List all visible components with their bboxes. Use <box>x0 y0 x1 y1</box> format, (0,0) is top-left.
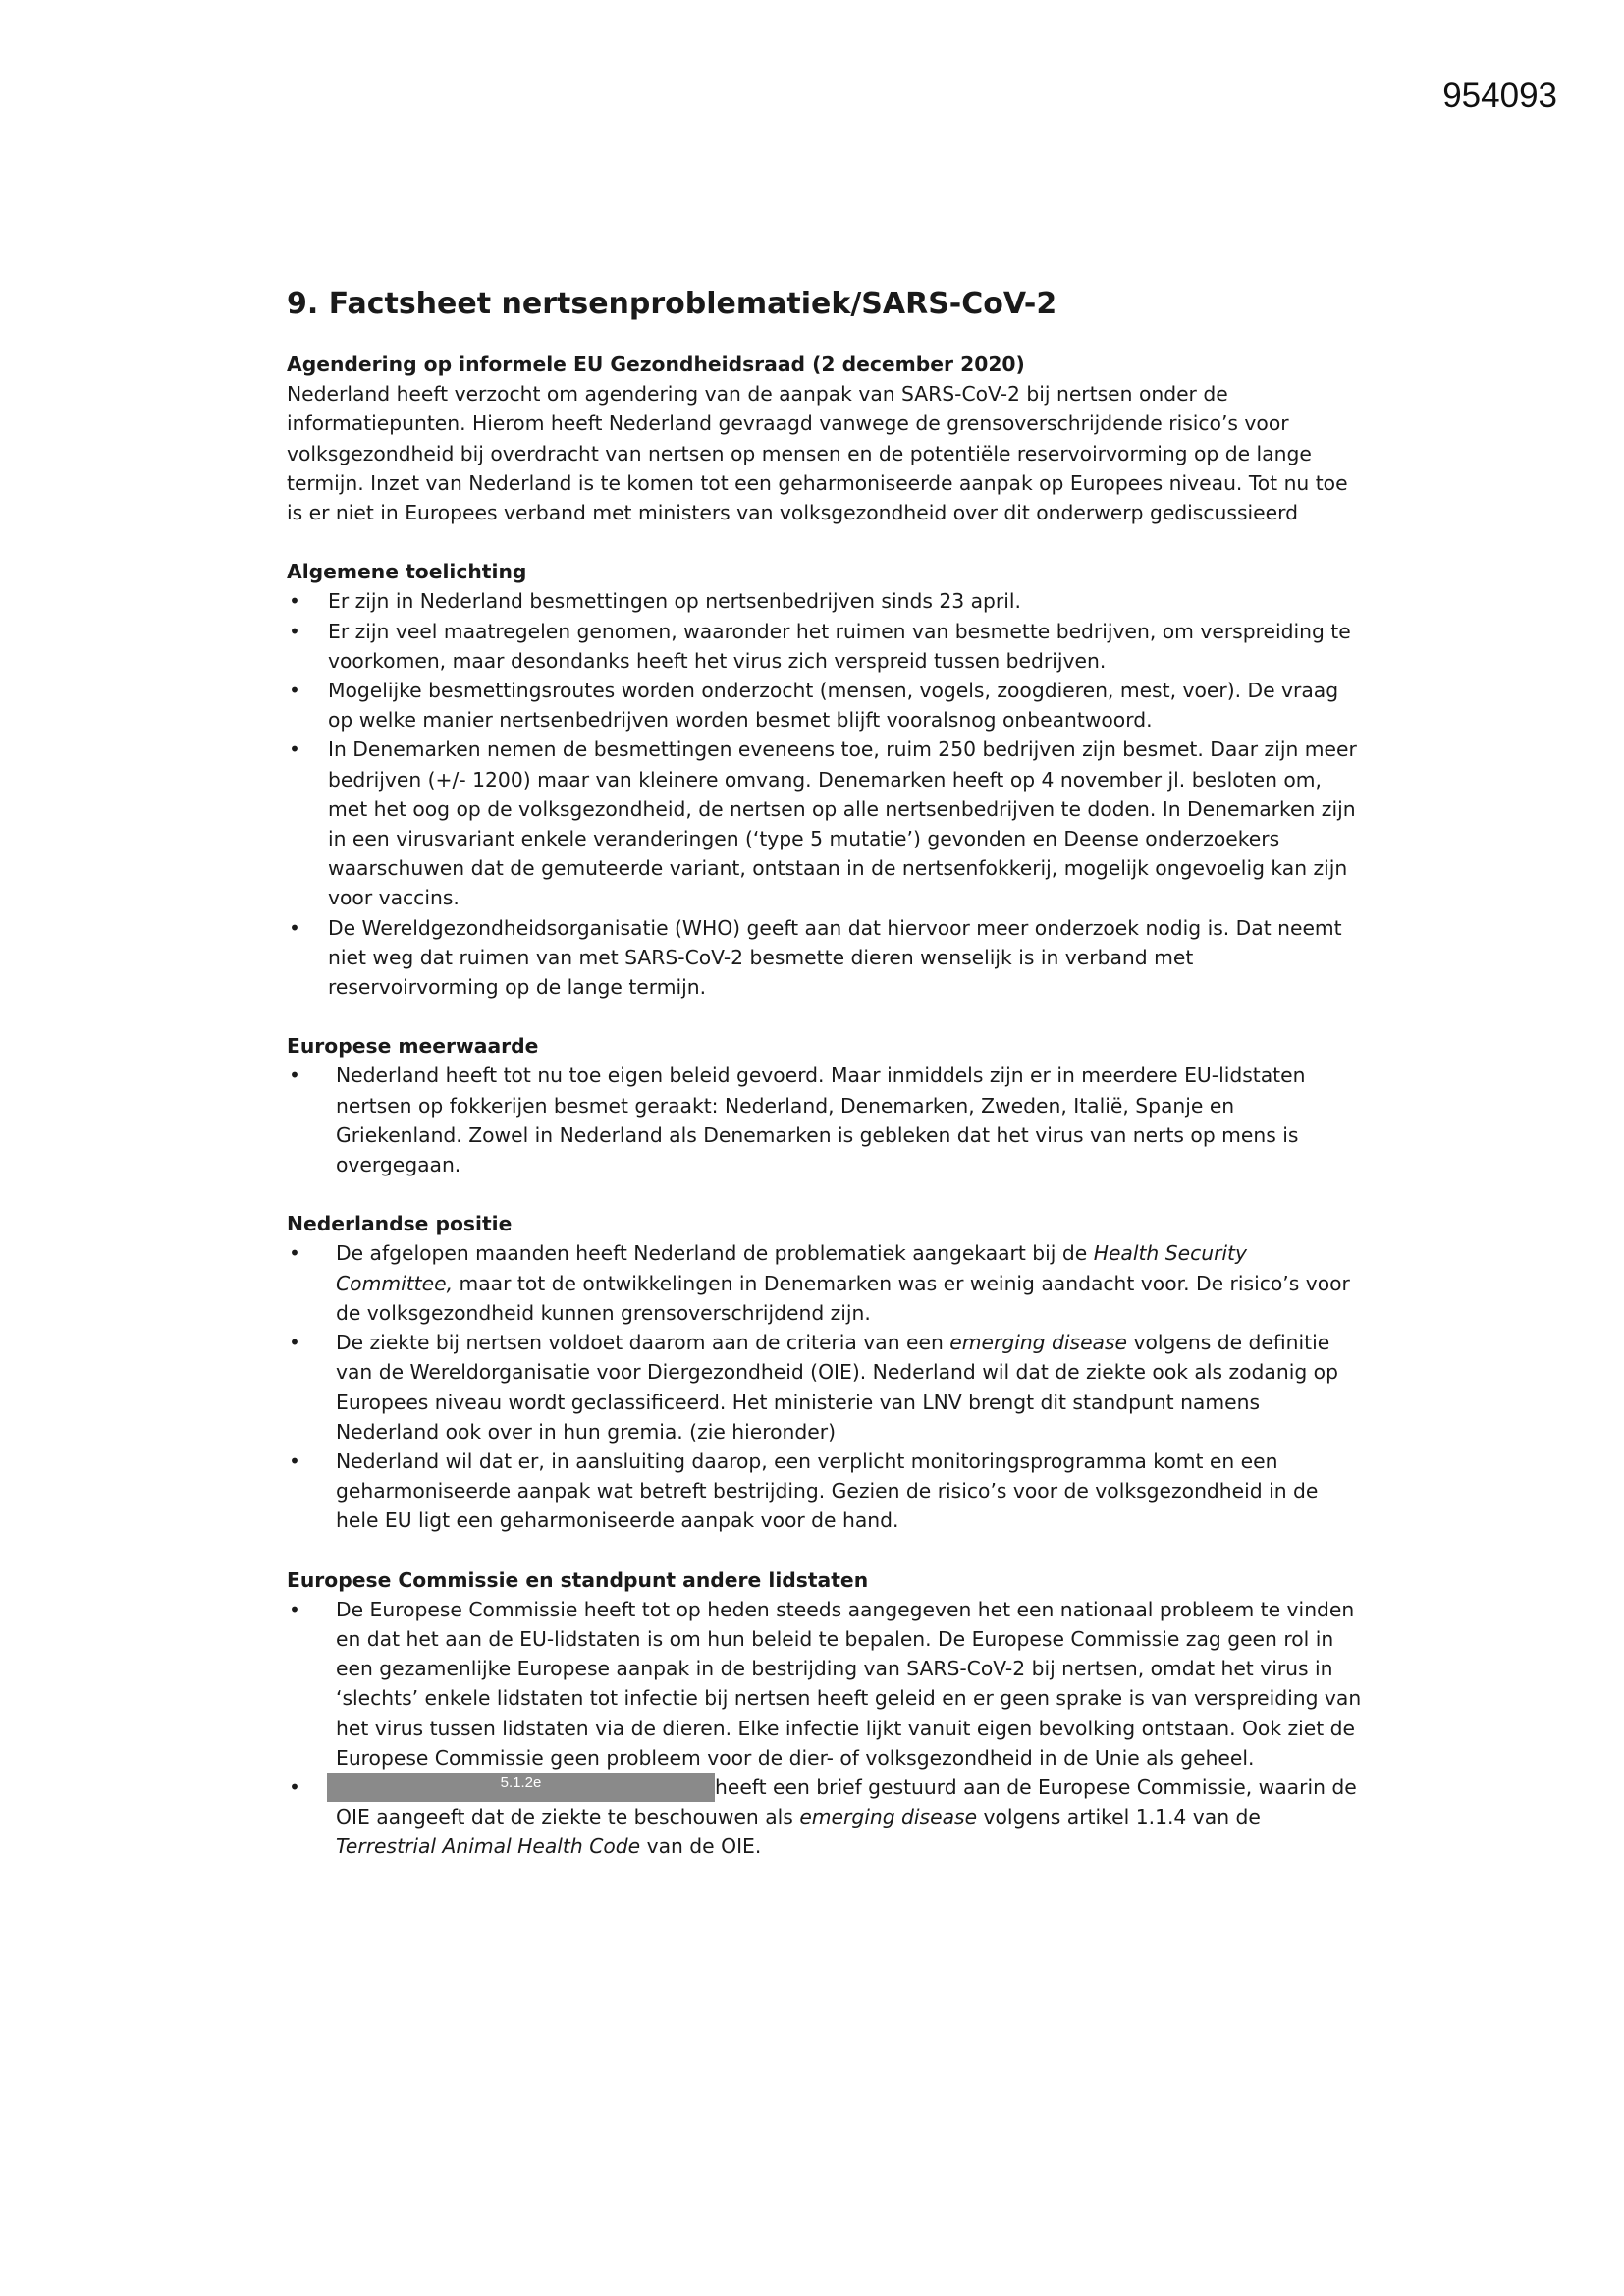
section-toelichting <box>287 557 1367 1002</box>
bullet-icon: • <box>289 1775 300 1799</box>
bullet-list-positie <box>287 1238 1367 1535</box>
bullet-icon: • <box>289 1064 300 1088</box>
list-item <box>287 1595 1367 1773</box>
list-item-text: De afgelopen maanden heeft Nederland de problematiek aangekaart bij de <box>336 1241 1094 1266</box>
bullet-icon: • <box>289 619 300 643</box>
list-item-text: heeft een brief gestuurd aan de Europese Commissie, waarin de OIE aangeeft dat de ziekte te beschouwen als <box>336 1775 1357 1830</box>
bullet-icon: • <box>289 738 300 762</box>
section-meerwaarde <box>287 1031 1367 1179</box>
list-item-text: volgens de definitie van de Wereldorganisatie voor Diergezondheid (OIE). Nederland wil dat de ziekte ook als zodanig op Europees niveau wordt geclassificeerd. Het ministerie van LNV brengt dit standpunt namens Nederland ook over in hun gremia. (zie hieronder) <box>336 1331 1338 1444</box>
section-commissie <box>287 1565 1367 1862</box>
list-item-text: maar tot de ontwikkelingen in Denemarken was er weinig aandacht voor. De risico’s voor de volksgezondheid kunnen grensoverschrijdend zijn. <box>336 1271 1350 1325</box>
section-heading-commissie: Europese Commissie en standpunt andere lidstaten <box>287 1567 869 1592</box>
list-item-emphasis: Terrestrial Animal Health Code <box>336 1834 641 1859</box>
list-item-text: Nederland heeft tot nu toe eigen beleid gevoerd. Maar inmiddels zijn er in meerdere EU-lidstaten nertsen op fokkerijen besmet geraakt: Nederland, Denemarken, Zweden, Italië, Spanje en Griekenland. Zowel in Nederland als Denemarken is gebleken dat het virus van nerts op mens is overgegaan. <box>336 1064 1306 1177</box>
list-item-emphasis: Health Security Committee, <box>336 1241 1248 1295</box>
bullet-icon: • <box>289 1241 300 1266</box>
bullet-icon: • <box>289 589 300 614</box>
list-item <box>287 1447 1367 1536</box>
list-item <box>287 1238 1367 1328</box>
list-item <box>287 676 1367 735</box>
list-item-emphasis: emerging disease <box>799 1805 978 1830</box>
list-item <box>287 586 1367 616</box>
bullet-icon: • <box>289 1331 300 1355</box>
bullet-list-toelichting <box>287 586 1367 1002</box>
list-item <box>287 1773 1367 1862</box>
bullet-icon: • <box>289 679 300 703</box>
list-item-text: In Denemarken nemen de besmettingen eveneens toe, ruim 250 bedrijven zijn besmet. Daar zijn meer bedrijven (+/- 1200) maar van kleinere omvang. Denemarken heeft op 4 november jl. besloten om, met het oog op de volksgezondheid, de nertsen op alle nertsenbedrijven te doden. In Denemarken zijn in een virusvariant enkele veranderingen (‘type 5 mutatie’) gevonden en Deense onderzoekers waarschuwen dat de gemuteerde variant, ontstaan in de nertsenfokkerij, mogelijk ongevoelig kan zijn voor vaccins. <box>328 738 1357 910</box>
list-item-text: Er zijn veel maatregelen genomen, waaronder het ruimen van besmette bedrijven, om verspreiding te voorkomen, maar desondanks heeft het virus zich verspreid tussen bedrijven. <box>328 619 1351 673</box>
section-agendering <box>287 350 1367 527</box>
list-item <box>287 617 1367 676</box>
bullet-icon: • <box>289 915 300 940</box>
list-item-text: Nederland wil dat er, in aansluiting daarop, een verplicht monitoringsprogramma komt en een geharmoniseerde aanpak wat betreft bestrijding. Gezien de risico’s voor de volksgezondheid in de hele EU ligt een geharmoniseerde aanpak voor de hand. <box>336 1449 1319 1533</box>
list-item-emphasis: emerging disease <box>949 1331 1128 1355</box>
bullet-list-meerwaarde <box>287 1061 1367 1179</box>
bullet-list-commissie <box>287 1595 1367 1862</box>
list-item <box>287 1328 1367 1447</box>
list-item-text: van de OIE. <box>640 1834 762 1859</box>
list-item-text: volgens artikel 1.1.4 van de <box>977 1805 1261 1830</box>
list-item-text: Er zijn in Nederland besmettingen op nertsenbedrijven sinds 23 april. <box>328 589 1021 614</box>
bullet-icon: • <box>289 1597 300 1621</box>
section-heading-toelichting: Algemene toelichting <box>287 560 527 584</box>
list-item <box>287 913 1367 1003</box>
list-item-text: Mogelijke besmettingsroutes worden onderzocht (mensen, vogels, zoogdieren, mest, voer). De vraag op welke manier nertsenbedrijven worden besmet blijft vooralsnog onbeantwoord. <box>328 679 1339 733</box>
section-heading-positie: Nederlandse positie <box>287 1212 513 1236</box>
section-heading-meerwaarde: Europese meerwaarde <box>287 1034 539 1059</box>
redaction-block: 5.1.2e <box>327 1773 715 1802</box>
list-item-text: De ziekte bij nertsen voldoet daarom aan de criteria van een <box>336 1331 950 1355</box>
page-content <box>287 285 1367 1891</box>
list-item-text: De Wereldgezondheidsorganisatie (WHO) geeft aan dat hiervoor meer onderzoek nodig is. Dat neemt niet weg dat ruimen van met SARS-CoV-2 besmette dieren wenselijk is in verband met reservoirvorming op de lange termijn. <box>328 915 1342 1000</box>
list-item-text: De Europese Commissie heeft tot op heden steeds aangegeven het een nationaal probleem te vinden en dat het aan de EU-lidstaten is om hun beleid te bepalen. De Europese Commissie zag geen rol in een gezamenlijke Europese aanpak in de bestrijding van SARS-CoV-2 bij nertsen, omdat het virus in ‘slechts’ enkele lidstaten tot infectie bij nertsen heeft geleid en er geen sprake is van verspreiding van het virus tussen lidstaten via de dieren. Elke infectie lijkt vanuit eigen bevolking ontstaan. Ook ziet de Europese Commissie geen probleem voor de dier- of volksgezondheid in de Unie als geheel. <box>336 1597 1362 1770</box>
page-title: 9. Factsheet nertsenproblematiek/SARS-CoV-2 <box>287 287 1057 321</box>
list-item <box>287 735 1367 912</box>
paragraph-agendering: Nederland heeft verzocht om agendering van de aanpak van SARS-CoV-2 bij nertsen onder de informatiepunten. Hierom heeft Nederland gevraagd vanwege de grensoverschrijdende risico’s voor volksgezondheid bij overdracht van nertsen op mensen en de potentiële reservoirvorming op de lange termijn. Inzet van Nederland is te komen tot een geharmoniseerde aanpak op Europees niveau. Tot nu toe is er niet in Europees verband met ministers van volksgezondheid over dit onderwerp gediscussieerd <box>287 382 1348 525</box>
document-number: 954093 <box>1442 77 1557 115</box>
bullet-icon: • <box>289 1449 300 1473</box>
section-positie <box>287 1209 1367 1535</box>
list-item <box>287 1061 1367 1179</box>
section-heading-agendering: Agendering op informele EU Gezondheidsraad (2 december 2020) <box>287 353 1025 376</box>
